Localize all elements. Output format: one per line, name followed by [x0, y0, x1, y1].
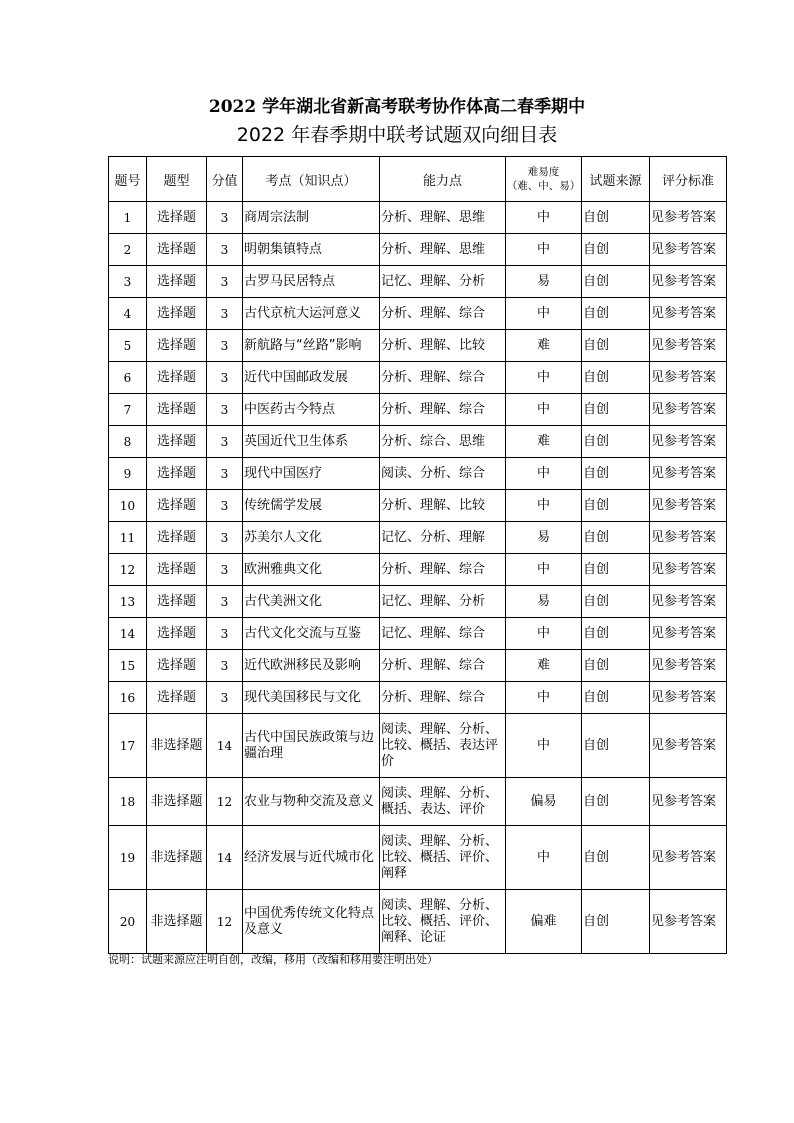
header-standard: 评分标准: [650, 157, 727, 202]
cell-score: 3: [207, 298, 243, 330]
cell-ability: 记忆、理解、分析: [380, 586, 506, 618]
cell-score: 12: [207, 778, 243, 826]
cell-source: 自创: [582, 330, 650, 362]
cell-type: 选择题: [147, 522, 207, 554]
cell-standard: 见参考答案: [650, 890, 727, 954]
cell-ability: 记忆、理解、综合: [380, 618, 506, 650]
cell-score: 3: [207, 458, 243, 490]
cell-standard: 见参考答案: [650, 714, 727, 778]
cell-no: 13: [109, 586, 147, 618]
cell-score: 3: [207, 426, 243, 458]
cell-standard: 见参考答案: [650, 826, 727, 890]
table-row: [109, 586, 727, 618]
cell-difficulty: 易: [506, 586, 582, 618]
cell-standard: 见参考答案: [650, 330, 727, 362]
cell-source: 自创: [582, 586, 650, 618]
cell-standard: 见参考答案: [650, 778, 727, 826]
cell-type: 非选择题: [147, 714, 207, 778]
cell-difficulty: 中: [506, 298, 582, 330]
title-line-2: 2022 年春季期中联考试题双向细目表: [236, 124, 558, 146]
cell-type: 选择题: [147, 298, 207, 330]
cell-topic: 欧洲雅典文化: [243, 554, 380, 586]
cell-type: 非选择题: [147, 826, 207, 890]
table-body: [109, 202, 727, 954]
cell-ability: 阅读、理解、分析、比较、概括、评价、阐释、论证: [380, 890, 506, 954]
cell-no: 11: [109, 522, 147, 554]
cell-standard: 见参考答案: [650, 522, 727, 554]
cell-source: 自创: [582, 458, 650, 490]
cell-no: 19: [109, 826, 147, 890]
cell-standard: 见参考答案: [650, 234, 727, 266]
cell-no: 20: [109, 890, 147, 954]
cell-topic: 古代京杭大运河意义: [243, 298, 380, 330]
cell-ability: 分析、理解、思维: [380, 234, 506, 266]
cell-ability: 分析、综合、思维: [380, 426, 506, 458]
cell-type: 选择题: [147, 234, 207, 266]
cell-difficulty: 中: [506, 202, 582, 234]
cell-ability: 分析、理解、比较: [380, 490, 506, 522]
cell-type: 非选择题: [147, 890, 207, 954]
table-row: [109, 890, 727, 954]
cell-topic: 现代美国移民与文化: [243, 682, 380, 714]
table-row: [109, 682, 727, 714]
cell-type: 选择题: [147, 458, 207, 490]
cell-standard: 见参考答案: [650, 394, 727, 426]
cell-standard: 见参考答案: [650, 362, 727, 394]
cell-source: 自创: [582, 362, 650, 394]
cell-standard: 见参考答案: [650, 426, 727, 458]
cell-no: 17: [109, 714, 147, 778]
cell-no: 9: [109, 458, 147, 490]
cell-standard: 见参考答案: [650, 458, 727, 490]
cell-ability: 记忆、理解、分析: [380, 266, 506, 298]
cell-difficulty: 难: [506, 426, 582, 458]
cell-ability: 记忆、分析、理解: [380, 522, 506, 554]
cell-score: 3: [207, 586, 243, 618]
cell-topic: 古代美洲文化: [243, 586, 380, 618]
cell-difficulty: 中: [506, 394, 582, 426]
cell-ability: 分析、理解、综合: [380, 298, 506, 330]
table-row: [109, 458, 727, 490]
cell-topic: 中医药古今特点: [243, 394, 380, 426]
cell-no: 1: [109, 202, 147, 234]
cell-no: 14: [109, 618, 147, 650]
cell-difficulty: 易: [506, 522, 582, 554]
cell-difficulty: 难: [506, 330, 582, 362]
cell-standard: 见参考答案: [650, 266, 727, 298]
cell-topic: 近代欧洲移民及影响: [243, 650, 380, 682]
spec-table: [108, 156, 727, 954]
cell-topic: 古代中国民族政策与边疆治理: [243, 714, 380, 778]
footnote: 说明：试题来源应注明自创，改编，移用（改编和移用要注明出处）: [108, 953, 438, 966]
cell-source: 自创: [582, 554, 650, 586]
cell-source: 自创: [582, 714, 650, 778]
cell-ability: 分析、理解、综合: [380, 362, 506, 394]
cell-source: 自创: [582, 426, 650, 458]
cell-no: 3: [109, 266, 147, 298]
cell-type: 选择题: [147, 426, 207, 458]
table-row: [109, 330, 727, 362]
table-row: [109, 266, 727, 298]
cell-topic: 现代中国医疗: [243, 458, 380, 490]
cell-no: 10: [109, 490, 147, 522]
cell-type: 选择题: [147, 330, 207, 362]
cell-source: 自创: [582, 266, 650, 298]
cell-score: 3: [207, 394, 243, 426]
cell-topic: 苏美尔人文化: [243, 522, 380, 554]
cell-topic: 农业与物种交流及意义: [243, 778, 380, 826]
cell-ability: 分析、理解、思维: [380, 202, 506, 234]
table-row: [109, 298, 727, 330]
cell-topic: 商周宗法制: [243, 202, 380, 234]
cell-type: 选择题: [147, 266, 207, 298]
cell-difficulty: 中: [506, 362, 582, 394]
cell-source: 自创: [582, 234, 650, 266]
cell-no: 4: [109, 298, 147, 330]
cell-source: 自创: [582, 202, 650, 234]
cell-score: 3: [207, 650, 243, 682]
cell-score: 3: [207, 554, 243, 586]
cell-source: 自创: [582, 778, 650, 826]
cell-topic: 近代中国邮政发展: [243, 362, 380, 394]
cell-source: 自创: [582, 682, 650, 714]
cell-difficulty: 中: [506, 826, 582, 890]
header-type: 题型: [147, 157, 207, 202]
cell-score: 3: [207, 490, 243, 522]
cell-type: 选择题: [147, 362, 207, 394]
table-row: [109, 234, 727, 266]
table-row: [109, 714, 727, 778]
table-row: [109, 362, 727, 394]
cell-ability: 阅读、理解、分析、比较、概括、表达评价: [380, 714, 506, 778]
table-row: [109, 394, 727, 426]
cell-topic: 中国优秀传统文化特点及意义: [243, 890, 380, 954]
cell-topic: 新航路与“丝路”影响: [243, 330, 380, 362]
cell-score: 3: [207, 330, 243, 362]
cell-no: 8: [109, 426, 147, 458]
cell-topic: 明朝集镇特点: [243, 234, 380, 266]
cell-standard: 见参考答案: [650, 298, 727, 330]
cell-difficulty: 偏难: [506, 890, 582, 954]
cell-standard: 见参考答案: [650, 618, 727, 650]
cell-type: 选择题: [147, 682, 207, 714]
cell-type: 选择题: [147, 202, 207, 234]
cell-source: 自创: [582, 650, 650, 682]
header-difficulty-line2: （难、中、易）: [506, 180, 581, 192]
cell-difficulty: 易: [506, 266, 582, 298]
cell-score: 3: [207, 234, 243, 266]
table-row: [109, 778, 727, 826]
cell-type: 选择题: [147, 586, 207, 618]
cell-difficulty: 偏易: [506, 778, 582, 826]
cell-difficulty: 中: [506, 234, 582, 266]
cell-no: 7: [109, 394, 147, 426]
table-row: [109, 522, 727, 554]
cell-standard: 见参考答案: [650, 490, 727, 522]
cell-topic: 传统儒学发展: [243, 490, 380, 522]
cell-topic: 古代文化交流与互鉴: [243, 618, 380, 650]
header-row: [109, 157, 727, 202]
cell-no: 12: [109, 554, 147, 586]
header-source: 试题来源: [582, 157, 650, 202]
cell-source: 自创: [582, 826, 650, 890]
cell-ability: 分析、理解、比较: [380, 330, 506, 362]
table-row: [109, 490, 727, 522]
cell-difficulty: 中: [506, 490, 582, 522]
cell-difficulty: 难: [506, 650, 582, 682]
cell-source: 自创: [582, 298, 650, 330]
cell-standard: 见参考答案: [650, 682, 727, 714]
cell-ability: 阅读、理解、分析、比较、概括、评价、阐释: [380, 826, 506, 890]
cell-source: 自创: [582, 618, 650, 650]
cell-score: 3: [207, 362, 243, 394]
cell-score: 3: [207, 682, 243, 714]
header-difficulty: [506, 157, 582, 202]
cell-score: 12: [207, 890, 243, 954]
cell-type: 非选择题: [147, 778, 207, 826]
table-row: [109, 426, 727, 458]
cell-difficulty: 中: [506, 618, 582, 650]
cell-score: 3: [207, 618, 243, 650]
cell-source: 自创: [582, 522, 650, 554]
title-line-1: 2022 学年湖北省新高考联考协作体高二春季期中: [208, 97, 586, 117]
cell-no: 15: [109, 650, 147, 682]
cell-difficulty: 中: [506, 682, 582, 714]
table-row: [109, 826, 727, 890]
cell-score: 3: [207, 522, 243, 554]
header-score: 分值: [207, 157, 243, 202]
cell-topic: 古罗马民居特点: [243, 266, 380, 298]
table-row: [109, 650, 727, 682]
cell-type: 选择题: [147, 394, 207, 426]
cell-standard: 见参考答案: [650, 586, 727, 618]
cell-source: 自创: [582, 394, 650, 426]
cell-difficulty: 中: [506, 554, 582, 586]
cell-no: 18: [109, 778, 147, 826]
cell-topic: 英国近代卫生体系: [243, 426, 380, 458]
cell-ability: 分析、理解、综合: [380, 682, 506, 714]
table-row: [109, 202, 727, 234]
cell-ability: 阅读、理解、分析、概括、表达、评价: [380, 778, 506, 826]
cell-score: 14: [207, 826, 243, 890]
header-no: 题号: [109, 157, 147, 202]
cell-standard: 见参考答案: [650, 202, 727, 234]
cell-type: 选择题: [147, 618, 207, 650]
table-row: [109, 554, 727, 586]
cell-ability: 分析、理解、综合: [380, 554, 506, 586]
cell-no: 16: [109, 682, 147, 714]
cell-score: 3: [207, 202, 243, 234]
cell-type: 选择题: [147, 490, 207, 522]
cell-difficulty: 中: [506, 714, 582, 778]
cell-no: 5: [109, 330, 147, 362]
cell-source: 自创: [582, 890, 650, 954]
cell-score: 14: [207, 714, 243, 778]
cell-type: 选择题: [147, 650, 207, 682]
table-row: [109, 618, 727, 650]
cell-no: 6: [109, 362, 147, 394]
cell-type: 选择题: [147, 554, 207, 586]
cell-topic: 经济发展与近代城市化: [243, 826, 380, 890]
cell-score: 3: [207, 266, 243, 298]
header-ability: 能力点: [380, 157, 506, 202]
cell-ability: 分析、理解、综合: [380, 394, 506, 426]
cell-source: 自创: [582, 490, 650, 522]
cell-ability: 分析、理解、综合: [380, 650, 506, 682]
header-difficulty-line1: 难易度: [527, 166, 560, 178]
cell-no: 2: [109, 234, 147, 266]
header-topic: 考点（知识点）: [243, 157, 380, 202]
cell-standard: 见参考答案: [650, 650, 727, 682]
cell-ability: 阅读、分析、综合: [380, 458, 506, 490]
cell-difficulty: 中: [506, 458, 582, 490]
cell-standard: 见参考答案: [650, 554, 727, 586]
